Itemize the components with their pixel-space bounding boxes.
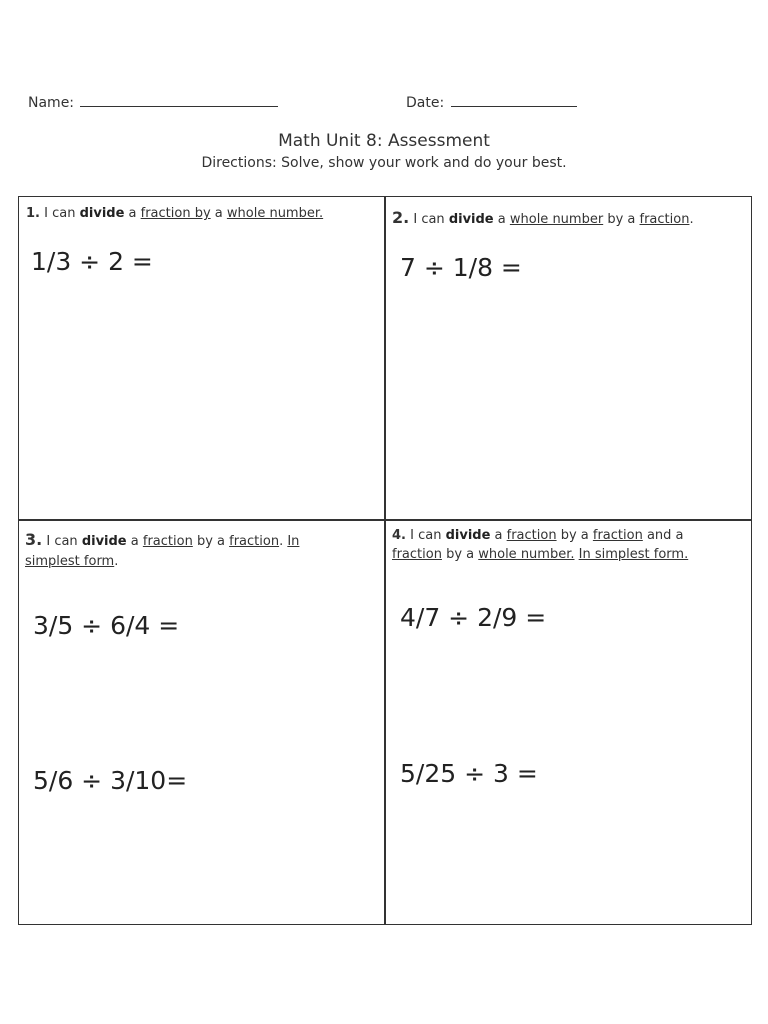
prompt-underlined: whole number [509, 212, 604, 227]
prompt-verb: divide [79, 206, 125, 221]
prompt-text: a [493, 212, 510, 227]
section-3 [19, 521, 384, 925]
prompt-text: a [490, 528, 507, 543]
page-title: Math Unit 8: Assessment [278, 131, 490, 151]
section-1-number: 1. [26, 206, 40, 221]
prompt-text: I can [409, 212, 449, 227]
date-label: Date: [406, 95, 445, 111]
problem-2: 7 ÷ 1/8 = [400, 253, 522, 282]
prompt-text: and a [642, 528, 684, 543]
problem-3a: 3/5 ÷ 6/4 = [33, 611, 180, 640]
prompt-underlined: fraction [229, 534, 280, 549]
prompt-text: I can [405, 528, 446, 543]
prompt-text: . [279, 534, 288, 549]
name-field [28, 92, 278, 111]
prompt-underlined: simplest form [25, 554, 115, 569]
prompt-underlined: fraction [142, 534, 193, 549]
prompt-underlined: fraction [506, 528, 557, 543]
assessment-grid [18, 196, 752, 925]
prompt-underlined: whole number. [478, 547, 575, 562]
section-4-prompt [392, 526, 742, 564]
prompt-text: . [114, 554, 119, 569]
prompt-underlined: In [287, 534, 300, 549]
section-1-prompt [26, 204, 323, 224]
section-1 [19, 197, 384, 519]
prompt-underlined: In simplest form. [578, 547, 689, 562]
section-2-number: 2. [392, 208, 410, 227]
prompt-text: by a [441, 547, 479, 562]
name-label: Name: [28, 95, 75, 111]
date-field [406, 92, 577, 111]
section-3-prompt [25, 530, 365, 572]
prompt-underlined: fraction [592, 528, 643, 543]
section-2-prompt [392, 208, 694, 230]
prompt-verb: divide [445, 528, 491, 543]
prompt-text: by a [556, 528, 593, 543]
prompt-verb: divide [81, 534, 127, 549]
problem-3b: 5/6 ÷ 3/10= [33, 766, 188, 795]
prompt-text: . [689, 212, 694, 227]
name-blank-line[interactable] [80, 92, 278, 107]
prompt-underlined: fraction [639, 212, 690, 227]
problem-1: 1/3 ÷ 2 = [31, 247, 153, 276]
prompt-underlined: fraction [392, 547, 442, 562]
prompt-verb: divide [448, 212, 494, 227]
problem-4a: 4/7 ÷ 2/9 = [400, 603, 547, 632]
prompt-text: I can [39, 206, 80, 221]
prompt-underlined: whole number. [226, 206, 324, 221]
directions: Directions: Solve, show your work and do your best. [201, 155, 567, 171]
section-3-number: 3. [25, 530, 43, 549]
prompt-text: by a [192, 534, 230, 549]
prompt-text: I can [42, 534, 82, 549]
section-4-number: 4. [392, 528, 406, 543]
section-2 [386, 197, 752, 519]
date-blank-line[interactable] [451, 92, 577, 107]
prompt-text: a [210, 206, 227, 221]
problem-4b: 5/25 ÷ 3 = [400, 759, 538, 788]
prompt-underlined: fraction by [140, 206, 211, 221]
section-4 [386, 521, 752, 925]
prompt-text: a [124, 206, 141, 221]
prompt-text: a [126, 534, 143, 549]
prompt-text: by a [603, 212, 640, 227]
